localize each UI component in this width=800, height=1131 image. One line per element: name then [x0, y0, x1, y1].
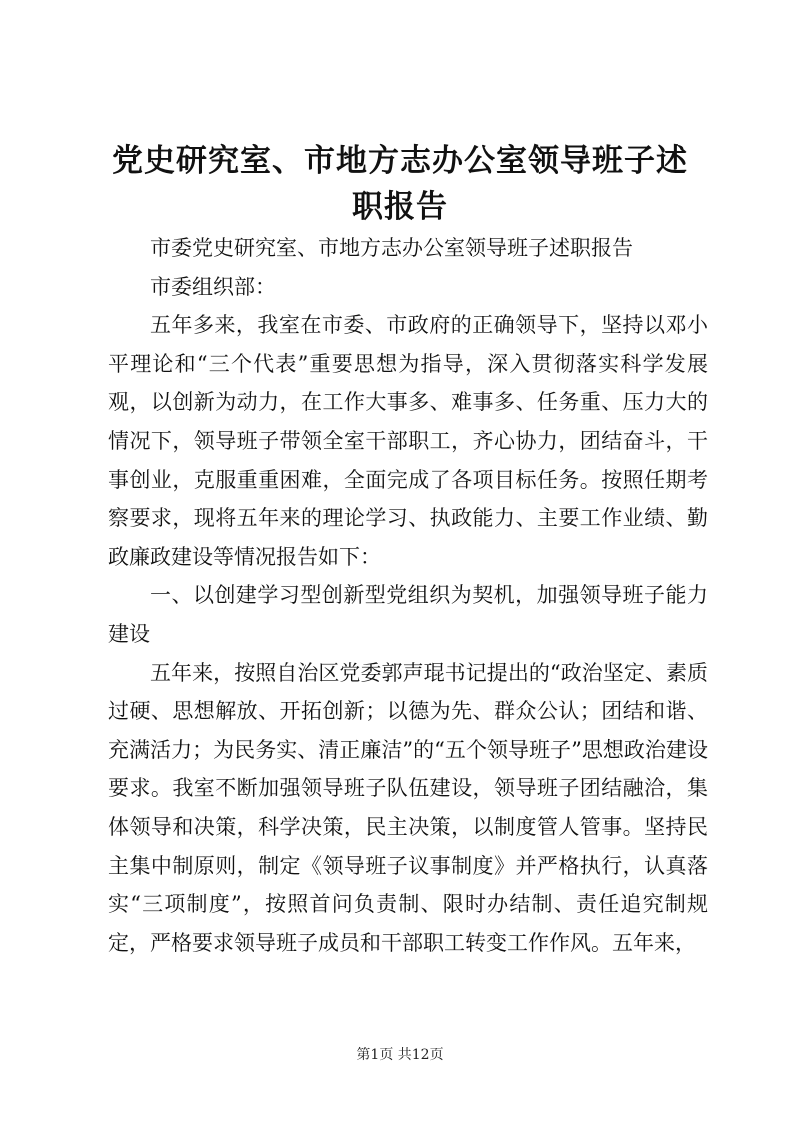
document-body [108, 229, 708, 962]
page-footer: 第1页 共12页 [356, 1047, 444, 1063]
paragraph-intro: 五年多来，我室在市委、市政府的正确领导下，坚持以邓小平理论和“三个代表”重要思想为指导，深入贯彻落实科学发展观，以创新为动力，在工作大事多、难事多、任务重、压力大的情况下，领导班子带领全室干部职工，齐心协力，团结奋斗，干事创业，克服重重困难，全面完成了各项目标任务。按照任期考察要求，现将五年来的理论学习、执政能力、主要工作业绩、勤政廉政建设等情况报告如下： [108, 313, 708, 569]
document-title: 党史研究室、市地方志办公室领导班子述职报告 [112, 143, 688, 225]
paragraph-salutation: 市委组织部： [150, 274, 276, 299]
paragraph-subtitle: 市委党史研究室、市地方志办公室领导班子述职报告 [150, 236, 633, 260]
section-heading: 一、以创建学习型创新型党组织为契机，加强领导班子能力建设 [108, 583, 708, 646]
paragraph-section-1: 五年来，按照自治区党委郭声琨书记提出的“政治坚定、素质过硬、思想解放、开拓创新；以德为先、群众公认；团结和谐、充满活力；为民务实、清正廉洁”的“五个领导班子”思想政治建设要求。我室不断加强领导班子队伍建设，领导班子团结融洽，集体领导和决策，科学决策，民主决策，以制度管人管事。坚持民主集中制原则，制定《领导班子议事制度》并严格执行，认真落实“三项制度”，按照首问负责制、限时办结制、责任追究制规定，严格要求领导班子成员和干部职工转变工作作风。五年来， [108, 660, 708, 955]
